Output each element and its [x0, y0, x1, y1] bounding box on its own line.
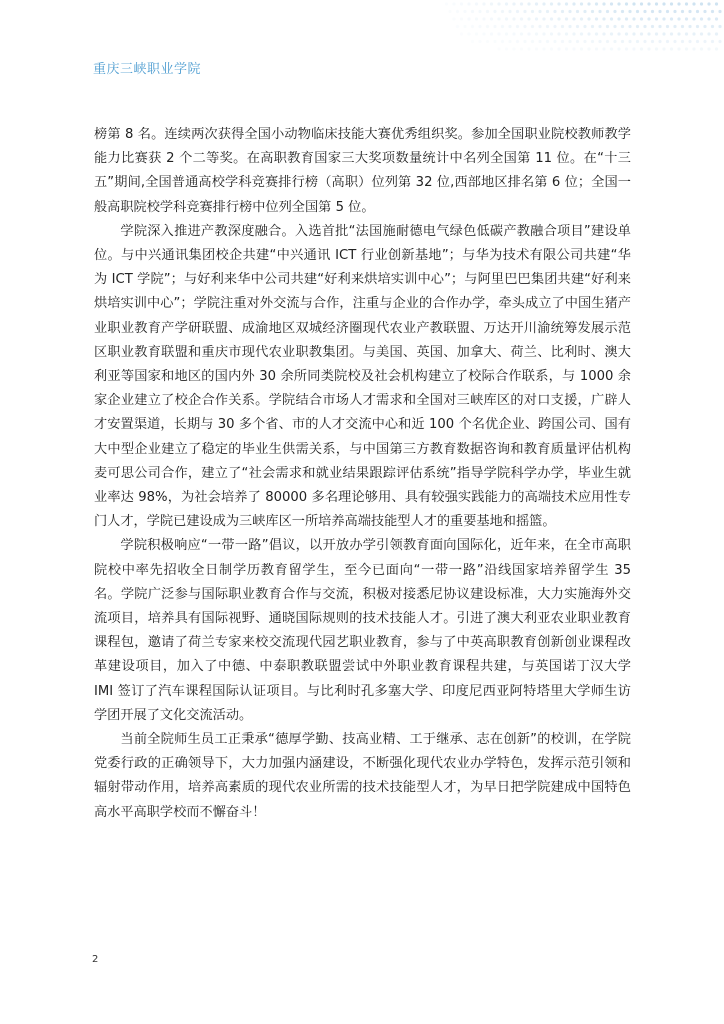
paragraph-1: 榜第 8 名。连续两次获得全国小动物临床技能大赛优秀组织奖。参加全国职业院校教师教学能力比赛获 2 个二等奖。在高职教育国家三大奖项数量统计中名列全国第 11 位。在“十三五”期间,全国普通高校学科竞赛排行榜（高职）位列第 32 位,西部地区排名第 6 位；全国一般高职院校学科竞赛排行榜中位列全国第 5 位。	[94, 127, 631, 215]
page-number: 2	[92, 954, 99, 965]
paragraph-3: 学院积极响应“一带一路”倡议，以开放办学引领教育面向国际化，近年来，在全市高职院校中率先招收全日制学历教育留学生，至今已面向“一带一路”沿线国家培养留学生 35 名。学院广泛参与国际职业教育合作与交流，积极对接悉尼协议建设标准，大力实施海外交流项目，培养具有国际视野、通晓国际规则的技术技能人才。引进了澳大利亚农业职业教育课程包，邀请了荷兰专家来校交流现代园艺职业教育，参与了中英高职教育创新创业课程改革建设项目，加入了中德、中泰职教联盟尝试中外职业教育课程共建，与英国诺丁汉大学 IMI 签订了汽车课程国际认证项目。与比利时孔多塞大学、印度尼西亚阿特塔里大学师生访学团开展了文化交流活动。	[94, 538, 631, 723]
header-dot-pattern-decoration	[424, 0, 724, 60]
header-title: 重庆三峡职业学院	[93, 62, 202, 77]
paragraph-4: 当前全院师生员工正秉承“德厚学勤、技高业精、工于继承、志在创新”的校训，在学院党委行政的正确领导下，大力加强内涵建设，不断强化现代农业办学特色，发挥示范引领和辐射带动作用，培养高素质的现代农业所需的技术技能型人才，为早日把学院建成中国特色高水平高职学校而不懈奋斗！	[94, 732, 631, 820]
body-text	[94, 123, 631, 825]
paragraph-2: 学院深入推进产教深度融合。入选首批“法国施耐德电气绿色低碳产教融合项目”建设单位。与中兴通讯集团校企共建“中兴通讯 ICT 行业创新基地”；与华为技术有限公司共建“华为 ICT 学院”；与好利来华中公司共建“好利来烘培实训中心”；与阿里巴巴集团共建“好利来烘培实训中心”；学院注重对外交流与合作，注重与企业的合作办学，牵头成立了中国生猪产业职业教育产学研联盟、成渝地区双城经济圈现代农业产教联盟、万达开川渝统筹发展示范区职业教育联盟和重庆市现代农业职教集团。与美国、英国、加拿大、荷兰、比利时、澳大利亚等国家和地区的国内外 30 余所同类院校及社会机构建立了校际合作联系，与 1000 余家企业建立了校企合作关系。学院结合市场人才需求和全国对三峡库区的对口支援，广辟人才安置渠道，长期与 30 多个省、市的人才交流中心和近 100 个名优企业、跨国公司、国有大中型企业建立了稳定的毕业生供需关系，与中国第三方教育数据咨询和教育质量评估机构麦可思公司合作，建立了“社会需求和就业结果跟踪评估系统”指导学院科学办学，毕业生就业率达 98%，为社会培养了 80000 多名理论够用、具有较强实践能力的高端技术应用性专门人才，学院已建设成为三峡库区一所培养高端技能型人才的重要基地和摇篮。	[94, 223, 631, 530]
